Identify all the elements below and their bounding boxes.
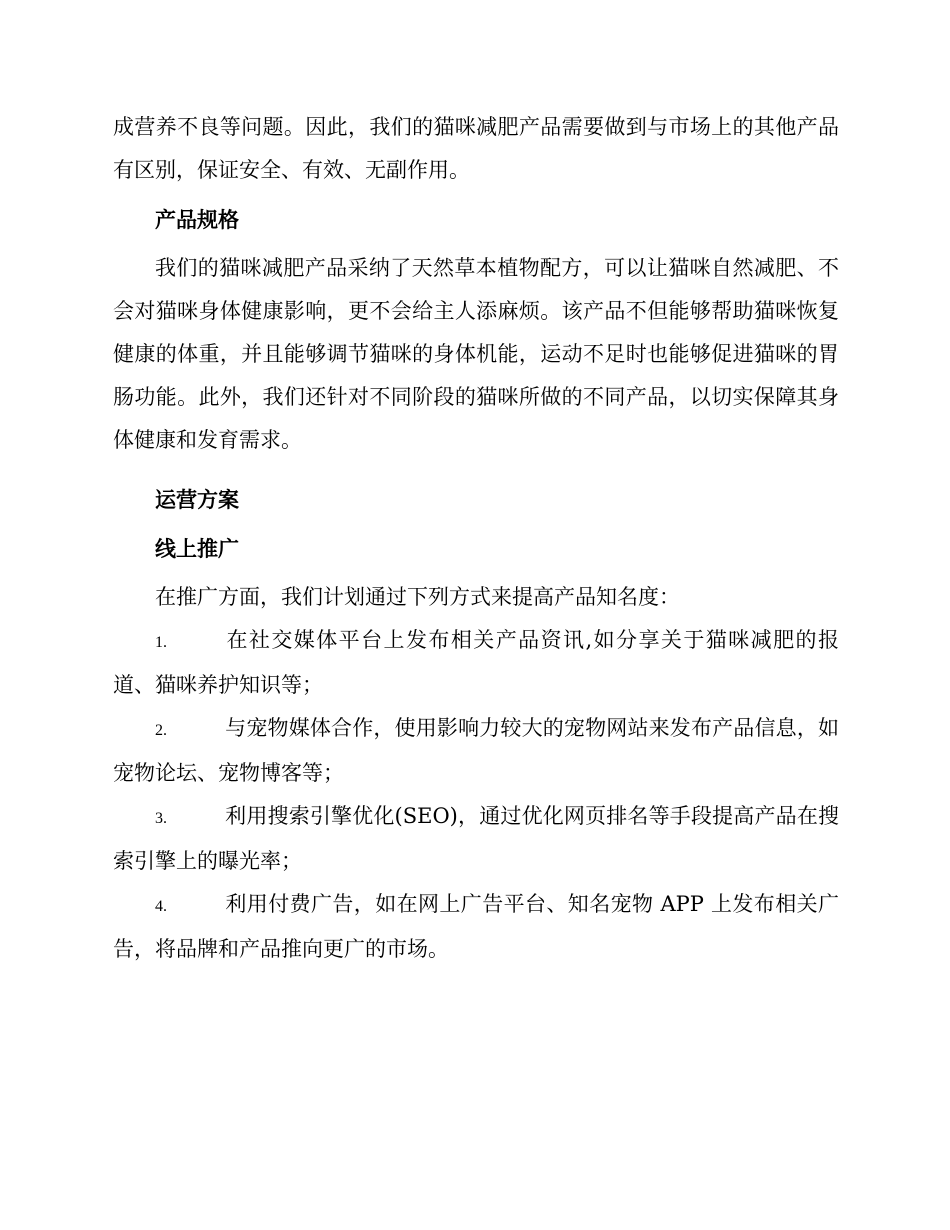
list-text: 利用付费广告，如在网上广告平台、知名宠物 APP 上发布相关广告，将品牌和产品推向更广的市场。 — [113, 892, 839, 961]
list-item — [113, 883, 839, 971]
subheading-online-promotion: 线上推广 — [155, 536, 239, 561]
list-text: 在社交媒体平台上发布相关产品资讯,如分享关于猫咪减肥的报道、猫咪养护知识等； — [113, 628, 839, 697]
product-spec-paragraph: 我们的猫咪减肥产品采纳了天然草本植物配方，可以让猫咪自然减肥、不会对猫咪身体健康影响，更不会给主人添麻烦。该产品不但能够帮助猫咪恢复健康的体重，并且能够调节猫咪的身体机能，运动不足时也能够促进猫咪的胃肠功能。此外，我们还针对不同阶段的猫咪所做的不同产品，以切实保障其身体健康和发育需求。 — [113, 256, 839, 452]
list-item — [113, 619, 839, 707]
list-item — [113, 795, 839, 883]
list-number: 3. — [155, 810, 167, 827]
list-item — [113, 707, 839, 795]
list-text: 利用搜索引擎优化(SEO)，通过优化网页排名等手段提高产品在搜索引擎上的曝光率； — [113, 804, 839, 873]
list-number: 4. — [155, 898, 167, 915]
list-number: 2. — [155, 722, 167, 739]
list-number: 1. — [155, 634, 167, 651]
heading-operation-plan: 运营方案 — [155, 487, 239, 512]
promotion-intro: 在推广方面，我们计划通过下列方式来提高产品知名度： — [155, 585, 680, 609]
intro-paragraph: 成营养不良等问题。因此，我们的猫咪减肥产品需要做到与市场上的其他产品有区别，保证安全、有效、无副作用。 — [113, 115, 839, 182]
heading-product-spec: 产品规格 — [155, 207, 239, 232]
list-text: 与宠物媒体合作，使用影响力较大的宠物网站来发布产品信息，如宠物论坛、宠物博客等； — [113, 716, 839, 785]
